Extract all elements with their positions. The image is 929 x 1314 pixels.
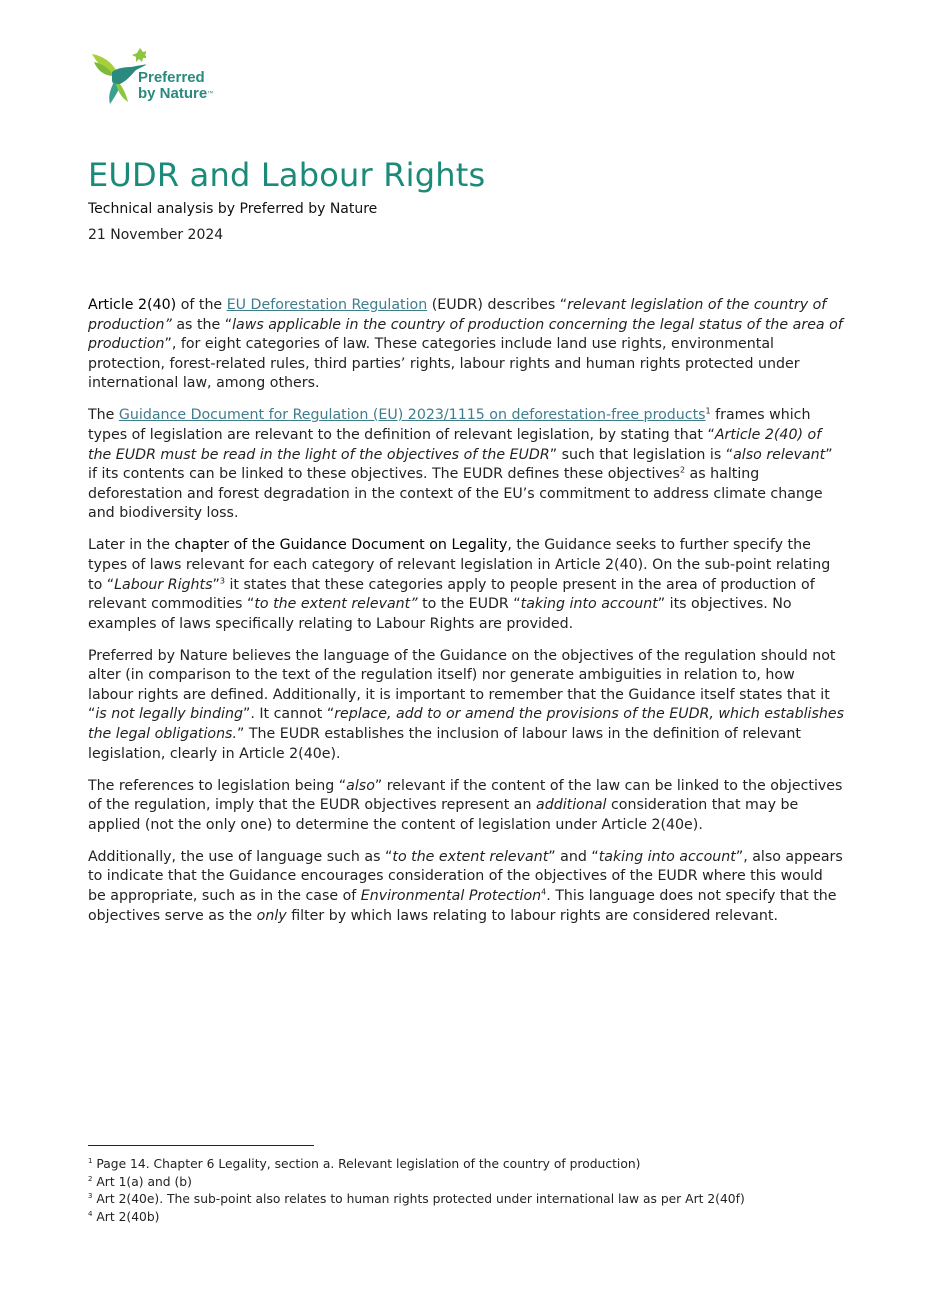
- p3-text: it states that these categories apply to people present in the area of production of relevant commodities “: [88, 576, 815, 613]
- p2-text: as halting deforestation and forest degradation in the context of the EU’s commitment to address climate change and biodiversity loss.: [88, 466, 823, 522]
- paragraph-2: [88, 406, 844, 524]
- p3-text: , the Guidance seeks to further specify the types of laws relevant for each category of relevant legislation in Article 2(40). On the sub-point relating to “: [88, 537, 831, 593]
- p5-text: The references to legislation being “: [88, 777, 347, 794]
- p2-text: frames which types of legislation are relevant to the definition of relevant legislation, by stating that “: [88, 407, 811, 443]
- p6-quote: taking into account: [598, 848, 736, 865]
- footnote-number: 2: [88, 1174, 93, 1183]
- page-title: EUDR and Labour Rights: [88, 156, 486, 194]
- paragraph-4: [88, 647, 844, 765]
- eudr-link[interactable]: EU Deforestation Regulation: [226, 297, 428, 313]
- paragraph-6: [88, 848, 844, 926]
- document-body: [88, 296, 844, 939]
- p4-text: Preferred by Nature believes the language of the Guidance on the objectives of the regulation should not alter (in comparison to the text of the regulation itself) nor generate ambiguities in relation to, how labour rights are defined. Additionally, it is important to remember that the Guidance itself states that it “: [88, 647, 836, 723]
- p5-text: ” relevant if the content of the law can be linked to the objectives of the regulation, imply that the EUDR objectives represent an: [88, 777, 843, 814]
- p2-text: ” such that legislation is “: [549, 446, 734, 463]
- p6-quote: Environmental Protection: [360, 887, 542, 904]
- logo-line-2: by Nature: [138, 85, 208, 102]
- p1-quote: laws applicable in the country of production concerning the legal status of the area of production: [88, 316, 843, 353]
- footnote-text: Art 2(40e). The sub-point also relates to human rights protected under international law as per Art 2(40f): [92, 1192, 745, 1207]
- footnote-divider: [88, 1145, 314, 1146]
- logo-wordmark: [138, 70, 213, 102]
- p4-quote: replace, add to or amend the provisions of the EUDR, which establishes the legal obligations.: [88, 706, 845, 743]
- p5-quote: also: [346, 777, 375, 794]
- footnote-number: 1: [88, 1156, 93, 1165]
- footnote-number: 3: [88, 1192, 93, 1201]
- footnotes: [88, 1156, 745, 1226]
- footnote-ref-3[interactable]: 3: [219, 575, 225, 585]
- p3-quote: taking into account: [520, 596, 658, 613]
- logo: [90, 44, 240, 106]
- p3-chapter-ref: chapter of the Guidance Document on Legality: [174, 537, 508, 554]
- paragraph-5: [88, 777, 844, 836]
- p1-text: (EUDR) describes “: [427, 297, 568, 313]
- p1-article-ref: Article 2(40): [88, 297, 177, 313]
- p4-text: ” The EUDR establishes the inclusion of labour laws in the definition of relevant legislation, clearly in Article 2(40e).: [88, 726, 801, 762]
- footnote-2: [88, 1174, 745, 1192]
- logo-trademark: ™: [207, 91, 214, 97]
- footnote-ref-4[interactable]: 4: [541, 887, 547, 897]
- p3-text: Later in the: [88, 537, 175, 554]
- p4-quote: is not legally binding: [95, 706, 243, 723]
- footnote-3: [88, 1191, 745, 1209]
- footnote-text: Art 2(40b): [92, 1209, 160, 1224]
- p1-text: as the “: [171, 316, 233, 333]
- p6-text: ” and “: [548, 848, 599, 865]
- p6-quote: to the extent relevant: [392, 848, 549, 865]
- p2-text: ” if its contents can be linked to these objectives. The EUDR defines these objectives: [88, 446, 833, 483]
- p3-quote: to the extent relevant”: [254, 596, 418, 613]
- p5-text: consideration that may be applied (not the only one) to determine the content of legislation under Article 2(40e).: [88, 797, 799, 833]
- p1-text: of the: [176, 297, 227, 313]
- p6-text: ”, also appears to indicate that the Guidance encourages consideration of the objectives of the EUDR where this would be appropriate, such as in the case of: [88, 848, 843, 904]
- footnote-text: Art 1(a) and (b): [92, 1174, 192, 1189]
- p2-text: The: [88, 407, 119, 424]
- paragraph-1: [88, 296, 844, 394]
- p3-quote: Labour Rights: [114, 576, 213, 593]
- page-subtitle: Technical analysis by Preferred by Nature: [88, 201, 378, 217]
- p3-text: ” its objectives. No examples of laws specifically relating to Labour Rights are provided.: [88, 596, 792, 632]
- publication-date: 21 November 2024: [88, 227, 224, 243]
- p6-text: . This language does not specify that the objectives serve as the: [88, 887, 837, 924]
- p3-text: ”: [212, 576, 220, 593]
- footnote-ref-2[interactable]: 2: [679, 465, 686, 475]
- guidance-document-link[interactable]: Guidance Document for Regulation (EU) 2023/1115 on deforestation-free products: [118, 407, 706, 424]
- footnote-text: Page 14. Chapter 6 Legality, section a. Relevant legislation of the country of production): [92, 1157, 641, 1171]
- p1-text: ”, for eight categories of law. These categories include land use rights, environmental protection, forest-related rules, third parties’ rights, labour rights and human rights protected under international law, among others.: [88, 336, 800, 392]
- logo-line-1: Preferred: [138, 69, 205, 86]
- footnote-1: [88, 1156, 745, 1174]
- footnote-ref-1[interactable]: 1: [705, 406, 711, 416]
- p4-text: ”. It cannot “: [243, 706, 335, 723]
- footnote-number: 4: [88, 1209, 93, 1218]
- p3-text: to the EUDR “: [417, 596, 521, 613]
- p2-quote: Article 2(40) of the EUDR must be read in the light of the objectives of the EUDR: [88, 426, 822, 463]
- p6-quote: only: [256, 907, 287, 924]
- p2-quote: also relevant: [733, 446, 826, 463]
- p5-quote: additional: [536, 797, 607, 814]
- p6-text: Additionally, the use of language such as “: [88, 848, 393, 865]
- footnote-4: [88, 1209, 745, 1227]
- paragraph-3: [88, 536, 844, 634]
- p6-text: filter by which laws relating to labour rights are considered relevant.: [286, 907, 778, 924]
- p1-quote: relevant legislation of the country of production”: [88, 297, 827, 333]
